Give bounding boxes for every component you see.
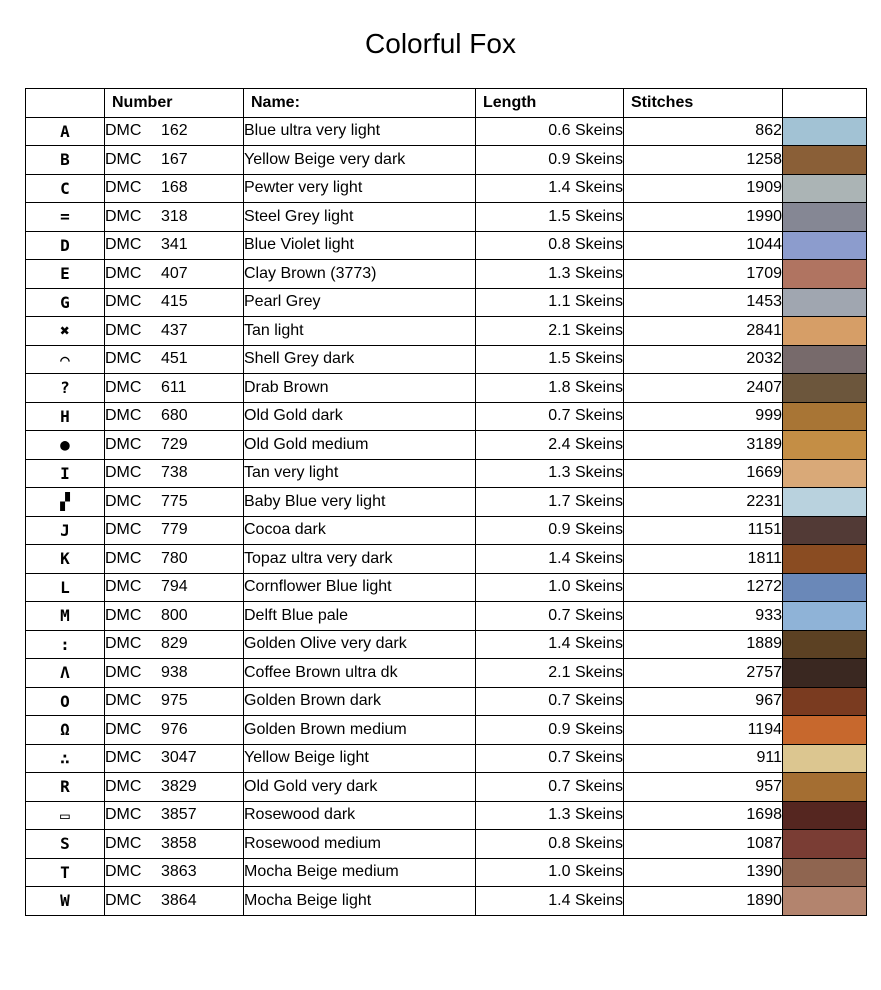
brand-label: DMC [105,492,142,510]
swatch-cell [783,858,867,887]
name-cell: Pearl Grey [244,288,476,317]
table-row [26,231,867,260]
brand-label: DMC [105,635,142,653]
table-row [26,801,867,830]
brand-label: DMC [105,549,142,567]
table-row [26,602,867,631]
color-swatch [783,602,866,630]
table-row [26,516,867,545]
symbol-cell: G [26,288,105,317]
symbol-cell: B [26,146,105,175]
floss-code: 3863 [161,863,197,881]
symbol-cell: ? [26,374,105,403]
symbol-cell: I [26,459,105,488]
length-cell: 1.3 Skeins [476,459,624,488]
table-row [26,459,867,488]
number-cell [105,431,244,460]
swatch-cell [783,231,867,260]
number-cell [105,174,244,203]
length-cell: 0.9 Skeins [476,146,624,175]
floss-code: 318 [161,207,188,225]
table-row [26,858,867,887]
color-swatch [783,830,866,858]
name-cell: Blue Violet light [244,231,476,260]
number-cell [105,288,244,317]
symbol-cell: M [26,602,105,631]
stitches-cell: 2407 [624,374,783,403]
color-swatch [783,716,866,744]
floss-code: 729 [161,435,188,453]
stitches-cell: 1811 [624,545,783,574]
swatch-cell [783,716,867,745]
table-row [26,545,867,574]
length-cell: 0.7 Skeins [476,402,624,431]
color-swatch [783,460,866,488]
brand-label: DMC [105,720,142,738]
length-cell: 1.4 Skeins [476,174,624,203]
color-swatch [783,631,866,659]
symbol-cell: Ω [26,716,105,745]
floss-code: 415 [161,293,188,311]
length-cell: 1.4 Skeins [476,887,624,916]
floss-code: 3858 [161,834,197,852]
number-cell [105,573,244,602]
swatch-cell [783,459,867,488]
stitches-cell: 3189 [624,431,783,460]
page-title: Colorful Fox [365,28,516,59]
length-cell: 1.5 Skeins [476,203,624,232]
symbol-cell: : [26,630,105,659]
symbol-cell: ▭ [26,801,105,830]
symbol-cell: A [26,117,105,146]
color-swatch [783,232,866,260]
header-stitches: Stitches [624,89,783,118]
color-swatch [783,488,866,516]
table-row [26,146,867,175]
table-row [26,744,867,773]
number-cell [105,659,244,688]
length-cell: 0.9 Skeins [476,716,624,745]
name-cell: Old Gold very dark [244,773,476,802]
swatch-cell [783,887,867,916]
stitches-cell: 1890 [624,887,783,916]
length-cell: 2.4 Skeins [476,431,624,460]
symbol-cell: J [26,516,105,545]
name-cell: Yellow Beige light [244,744,476,773]
brand-label: DMC [105,236,142,254]
brand-label: DMC [105,407,142,425]
name-cell: Old Gold dark [244,402,476,431]
color-swatch [783,431,866,459]
stitches-cell: 1709 [624,260,783,289]
floss-code: 800 [161,606,188,624]
color-swatch [783,688,866,716]
color-swatch [783,887,866,915]
length-cell: 0.9 Skeins [476,516,624,545]
table-row [26,630,867,659]
brand-label: DMC [105,863,142,881]
brand-label: DMC [105,777,142,795]
table-row [26,260,867,289]
brand-label: DMC [105,806,142,824]
floss-code: 3864 [161,891,197,909]
table-row [26,659,867,688]
floss-code: 611 [161,378,187,396]
header-length: Length [476,89,624,118]
table-row [26,573,867,602]
swatch-cell [783,744,867,773]
swatch-cell [783,516,867,545]
name-cell: Steel Grey light [244,203,476,232]
color-swatch [783,773,866,801]
table-row [26,317,867,346]
number-cell [105,858,244,887]
brand-label: DMC [105,464,142,482]
stitches-cell: 1669 [624,459,783,488]
number-cell [105,744,244,773]
symbol-cell: H [26,402,105,431]
number-cell [105,687,244,716]
number-cell [105,630,244,659]
color-swatch [783,745,866,773]
color-swatch [783,517,866,545]
table-row [26,288,867,317]
name-cell: Old Gold medium [244,431,476,460]
swatch-cell [783,687,867,716]
stitches-cell: 1990 [624,203,783,232]
brand-label: DMC [105,521,142,539]
floss-code: 738 [161,464,188,482]
header-row [26,89,867,118]
name-cell: Mocha Beige light [244,887,476,916]
table-row [26,174,867,203]
color-swatch [783,374,866,402]
number-cell [105,260,244,289]
color-swatch [783,118,866,146]
brand-label: DMC [105,435,142,453]
length-cell: 1.4 Skeins [476,630,624,659]
stitches-cell: 862 [624,117,783,146]
length-cell: 0.6 Skeins [476,117,624,146]
symbol-cell: ⌒ [26,345,105,374]
floss-code: 976 [161,720,188,738]
floss-code: 451 [161,350,188,368]
table-row [26,203,867,232]
color-swatch [783,346,866,374]
length-cell: 1.7 Skeins [476,488,624,517]
name-cell: Delft Blue pale [244,602,476,631]
number-cell [105,459,244,488]
symbol-cell: D [26,231,105,260]
floss-code: 341 [161,236,188,254]
symbol-cell: E [26,260,105,289]
name-cell: Yellow Beige very dark [244,146,476,175]
symbol-cell: O [26,687,105,716]
table-row [26,830,867,859]
swatch-cell [783,374,867,403]
floss-code: 167 [161,150,188,168]
floss-code: 680 [161,407,188,425]
number-cell [105,374,244,403]
name-cell: Cocoa dark [244,516,476,545]
stitches-cell: 1151 [624,516,783,545]
length-cell: 0.7 Skeins [476,773,624,802]
name-cell: Shell Grey dark [244,345,476,374]
header-name: Name: [244,89,476,118]
stitches-cell: 1453 [624,288,783,317]
stitches-cell: 2231 [624,488,783,517]
stitches-cell: 2841 [624,317,783,346]
brand-label: DMC [105,350,142,368]
symbol-cell: ▞ [26,488,105,517]
name-cell: Golden Brown dark [244,687,476,716]
table-row [26,117,867,146]
color-swatch [783,574,866,602]
floss-code: 775 [161,492,188,510]
name-cell: Blue ultra very light [244,117,476,146]
length-cell: 1.3 Skeins [476,801,624,830]
swatch-cell [783,488,867,517]
number-cell [105,345,244,374]
swatch-cell [783,345,867,374]
floss-code: 3829 [161,777,197,795]
swatch-cell [783,431,867,460]
color-swatch [783,403,866,431]
symbol-cell: ✖ [26,317,105,346]
brand-label: DMC [105,264,142,282]
number-cell [105,801,244,830]
number-cell [105,545,244,574]
brand-label: DMC [105,321,142,339]
header-number: Number [105,89,244,118]
swatch-cell [783,402,867,431]
floss-code: 794 [161,578,188,596]
length-cell: 1.4 Skeins [476,545,624,574]
stitches-cell: 1194 [624,716,783,745]
table-row [26,374,867,403]
floss-code: 168 [161,179,188,197]
table-row [26,687,867,716]
brand-label: DMC [105,207,142,225]
name-cell: Topaz ultra very dark [244,545,476,574]
length-cell: 0.7 Skeins [476,744,624,773]
number-cell [105,402,244,431]
brand-label: DMC [105,749,142,767]
symbol-cell: C [26,174,105,203]
number-cell [105,231,244,260]
name-cell: Rosewood medium [244,830,476,859]
stitches-cell: 1698 [624,801,783,830]
color-swatch [783,545,866,573]
length-cell: 0.8 Skeins [476,231,624,260]
brand-label: DMC [105,378,142,396]
name-cell: Drab Brown [244,374,476,403]
stitches-cell: 1272 [624,573,783,602]
number-cell [105,117,244,146]
stitches-cell: 1044 [624,231,783,260]
symbol-cell: ∴ [26,744,105,773]
symbol-cell: ● [26,431,105,460]
name-cell: Golden Brown medium [244,716,476,745]
name-cell: Pewter very light [244,174,476,203]
color-swatch [783,146,866,174]
swatch-cell [783,630,867,659]
brand-label: DMC [105,293,142,311]
stitches-cell: 967 [624,687,783,716]
color-swatch [783,260,866,288]
color-swatch [783,175,866,203]
number-cell [105,887,244,916]
brand-label: DMC [105,122,142,140]
brand-label: DMC [105,179,142,197]
swatch-cell [783,773,867,802]
stitches-cell: 1909 [624,174,783,203]
number-cell [105,146,244,175]
floss-code: 780 [161,549,188,567]
table-row [26,887,867,916]
swatch-cell [783,260,867,289]
name-cell: Mocha Beige medium [244,858,476,887]
name-cell: Tan very light [244,459,476,488]
number-cell [105,830,244,859]
length-cell: 1.5 Skeins [476,345,624,374]
number-cell [105,716,244,745]
swatch-cell [783,174,867,203]
swatch-cell [783,203,867,232]
length-cell: 2.1 Skeins [476,317,624,346]
stitches-cell: 1087 [624,830,783,859]
floss-code: 407 [161,264,188,282]
color-swatch [783,289,866,317]
table-row [26,431,867,460]
stitches-cell: 933 [624,602,783,631]
stitches-cell: 2757 [624,659,783,688]
name-cell: Golden Olive very dark [244,630,476,659]
length-cell: 1.8 Skeins [476,374,624,403]
brand-label: DMC [105,578,142,596]
swatch-cell [783,801,867,830]
table-row [26,773,867,802]
number-cell [105,602,244,631]
symbol-cell: W [26,887,105,916]
floss-code: 437 [161,321,188,339]
brand-label: DMC [105,663,142,681]
name-cell: Baby Blue very light [244,488,476,517]
symbol-cell: S [26,830,105,859]
color-swatch [783,802,866,830]
floss-code: 975 [161,692,188,710]
number-cell [105,488,244,517]
length-cell: 1.1 Skeins [476,288,624,317]
stitches-cell: 957 [624,773,783,802]
number-cell [105,773,244,802]
swatch-cell [783,288,867,317]
floss-code: 779 [161,521,188,539]
stitches-cell: 999 [624,402,783,431]
name-cell: Rosewood dark [244,801,476,830]
number-cell [105,203,244,232]
number-cell [105,317,244,346]
symbol-cell: T [26,858,105,887]
floss-code: 3047 [161,749,197,767]
symbol-cell: = [26,203,105,232]
color-swatch [783,317,866,345]
brand-label: DMC [105,834,142,852]
name-cell: Cornflower Blue light [244,573,476,602]
floss-code: 938 [161,663,188,681]
brand-label: DMC [105,891,142,909]
swatch-cell [783,659,867,688]
swatch-cell [783,602,867,631]
name-cell: Tan light [244,317,476,346]
swatch-cell [783,830,867,859]
brand-label: DMC [105,150,142,168]
symbol-cell: K [26,545,105,574]
length-cell: 0.7 Skeins [476,602,624,631]
table-row [26,716,867,745]
symbol-cell: Λ [26,659,105,688]
color-swatch [783,859,866,887]
symbol-cell: L [26,573,105,602]
floss-table [25,88,867,916]
stitches-cell: 911 [624,744,783,773]
swatch-cell [783,117,867,146]
name-cell: Coffee Brown ultra dk [244,659,476,688]
length-cell: 0.7 Skeins [476,687,624,716]
floss-code: 3857 [161,806,197,824]
header-symbol [26,89,105,118]
color-swatch [783,203,866,231]
brand-label: DMC [105,606,142,624]
table-row [26,345,867,374]
color-swatch [783,659,866,687]
swatch-cell [783,573,867,602]
floss-code: 829 [161,635,188,653]
header-swatch [783,89,867,118]
length-cell: 1.0 Skeins [476,858,624,887]
stitches-cell: 2032 [624,345,783,374]
stitches-cell: 1889 [624,630,783,659]
length-cell: 1.3 Skeins [476,260,624,289]
stitches-cell: 1258 [624,146,783,175]
stitches-cell: 1390 [624,858,783,887]
swatch-cell [783,146,867,175]
number-cell [105,516,244,545]
length-cell: 2.1 Skeins [476,659,624,688]
swatch-cell [783,545,867,574]
brand-label: DMC [105,692,142,710]
length-cell: 0.8 Skeins [476,830,624,859]
swatch-cell [783,317,867,346]
name-cell: Clay Brown (3773) [244,260,476,289]
table-row [26,402,867,431]
table-row [26,488,867,517]
length-cell: 1.0 Skeins [476,573,624,602]
symbol-cell: R [26,773,105,802]
floss-code: 162 [161,122,188,140]
